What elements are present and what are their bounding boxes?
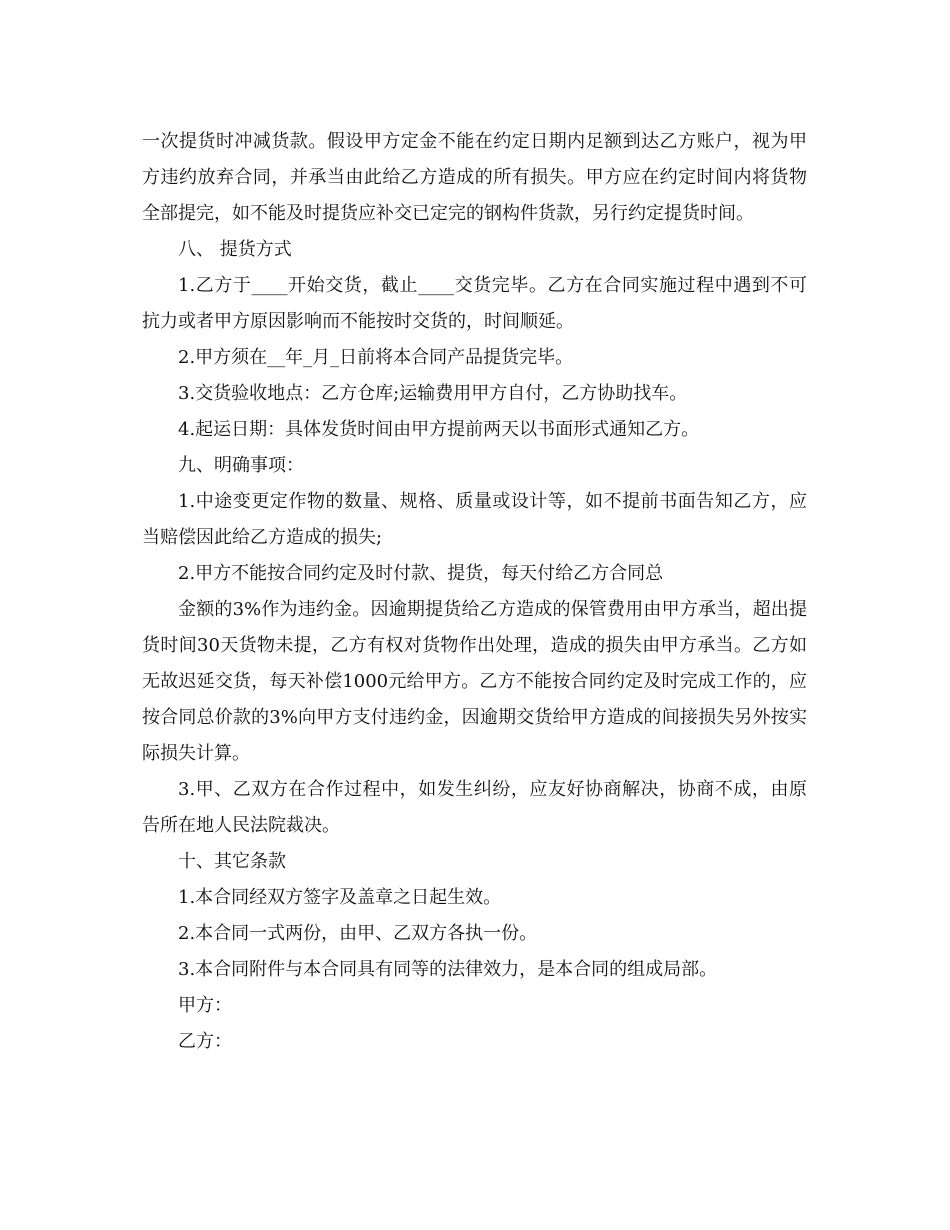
clause-10-1: 1.本合同经双方签字及盖章之日起生效。 xyxy=(178,887,502,908)
clause-8-4: 4.起运日期：具体发货时间由甲方提前两天以书面形式通知乙方。 xyxy=(178,419,700,440)
paragraph-deposit-clause: 一次提货时冲减货款。假设甲方定金不能在约定日期内足额到达乙方账户，视为甲方违约放弃合同，并承当由此给乙方造成的所有损失。甲方应在约定时间内将货物全部提完，如不能及时提货应补交已定完的钢构件货款，另行约定提货时间。 xyxy=(142,131,807,224)
signature-party-a-label: 甲方： xyxy=(178,995,232,1016)
section-heading-delivery-method: 八、 提货方式 xyxy=(178,239,292,260)
clause-8-2: 2.甲方须在__年_月_日前将本合同产品提货完毕。 xyxy=(178,347,574,368)
clause-10-2: 2.本合同一式两份，由甲、乙双方各执一份。 xyxy=(178,923,538,944)
section-heading-other-terms: 十、其它条款 xyxy=(178,851,286,872)
clause-9-2: 2.甲方不能按合同约定及时付款、提货，每天付给乙方合同总 xyxy=(178,563,664,584)
contract-body xyxy=(142,124,807,1060)
clause-8-1: 1.乙方于____开始交货，截止____交货完毕。乙方在合同实施过程中遇到不可抗力或者甲方原因影响而不能按时交货的，时间顺延。 xyxy=(142,275,807,332)
section-heading-clarifications: 九、明确事项： xyxy=(178,455,304,476)
clause-10-3: 3.本合同附件与本合同具有同等的法律效力，是本合同的组成局部。 xyxy=(178,959,718,980)
clause-9-1: 1.中途变更定作物的数量、规格、质量或设计等，如不提前书面告知乙方，应当赔偿因此给乙方造成的损失; xyxy=(142,491,807,548)
signature-party-b-label: 乙方： xyxy=(178,1031,232,1052)
clause-9-3: 3.甲、乙双方在合作过程中，如发生纠纷，应友好协商解决，协商不成，由原告所在地人民法院裁决。 xyxy=(142,779,807,836)
clause-9-2-continued: 金额的3%作为违约金。因逾期提货给乙方造成的保管费用由甲方承当，超出提货时间30天货物未提，乙方有权对货物作出处理，造成的损失由甲方承当。乙方如无故迟延交货，每天补偿1000元给甲方。乙方不能按合同约定及时完成工作的，应按合同总价款的3%向甲方支付违约金，因逾期交货给甲方造成的间接损失另外按实际损失计算。 xyxy=(142,599,807,764)
clause-8-3: 3.交货验收地点：乙方仓库;运输费用甲方自付，乙方协助找车。 xyxy=(178,383,688,404)
